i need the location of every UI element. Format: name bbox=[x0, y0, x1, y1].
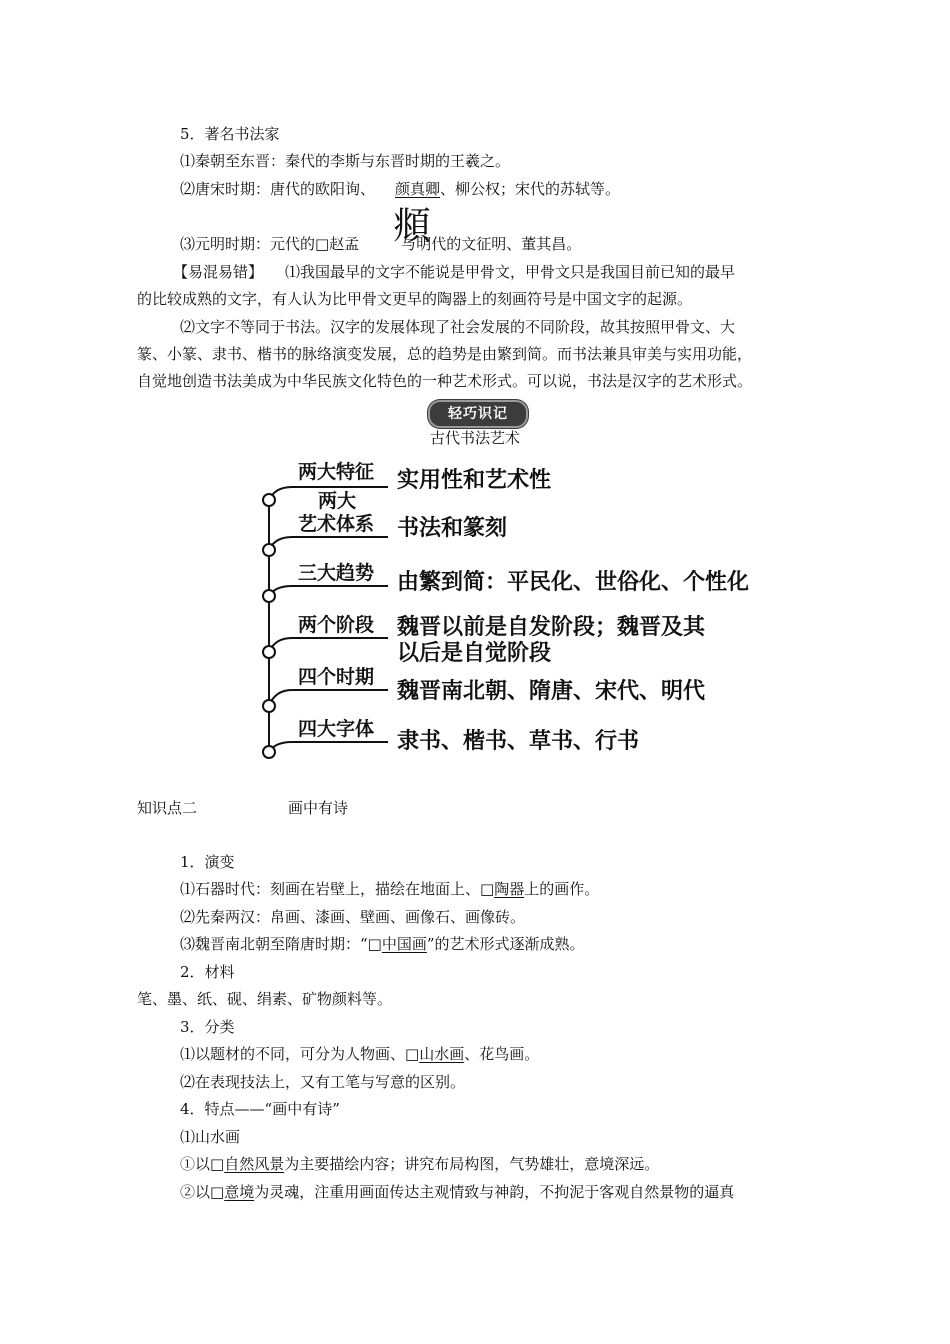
diagram-text-trends: 由繁到简：平民化、世俗化、个性化 bbox=[397, 570, 750, 595]
text-span: 、花鸟画。 bbox=[464, 1045, 540, 1063]
paragraph-tang-song bbox=[180, 179, 620, 199]
answer-pottery: 陶器 bbox=[494, 880, 525, 898]
subheading-landscape: ⑴山水画 bbox=[180, 1128, 241, 1146]
diagram-label-features: 两大特征 bbox=[298, 461, 375, 483]
evolution-stone-age bbox=[180, 879, 599, 899]
memory-badge: 轻巧识记 bbox=[428, 400, 528, 428]
diagram-title: 古代书法艺术 bbox=[429, 429, 520, 447]
confusion-note-line4: 篆、小篆、隶书、楷书的脉络演变发展，总的趋势是由繁到简。而书法兼具审美与实用功能， bbox=[137, 345, 753, 363]
text-span: 上的画作。 bbox=[524, 880, 600, 898]
text-span: ⑶元明时期：元代的□赵孟 bbox=[180, 235, 360, 253]
classification-technique: ⑵在表现技法上，又有工笔与写意的区别。 bbox=[180, 1073, 466, 1091]
text-span: ①以□ bbox=[180, 1155, 225, 1173]
heading-evolution: 1．演变 bbox=[180, 853, 235, 871]
text-span: ⑵唐宋时期：唐代的欧阳询、 bbox=[180, 180, 376, 198]
confusion-note-line5: 自觉地创造书法美成为中华民族文化特色的一种艺术形式。可以说，书法是汉字的艺术形式。 bbox=[137, 372, 753, 390]
paragraph-qin-to-jin: ⑴秦朝至东晋：秦代的李斯与东晋时期的王羲之。 bbox=[180, 152, 511, 170]
diagram-text-scripts: 隶书、楷书、草书、行书 bbox=[397, 729, 640, 754]
answer-natural-scenery: 自然风景 bbox=[224, 1155, 285, 1173]
heading-famous-calligraphers: 5．著名书法家 bbox=[180, 125, 280, 143]
diagram-label-trends: 三大趋势 bbox=[298, 562, 375, 584]
diagram-text-systems: 书法和篆刻 bbox=[397, 516, 508, 541]
node-dot bbox=[263, 494, 275, 506]
text-span: 、柳公权；宋代的苏轼等。 bbox=[440, 180, 621, 198]
diagram-text-periods: 魏晋南北朝、隋唐、宋代、明代 bbox=[397, 679, 706, 704]
large-character-fu: 頫 bbox=[393, 204, 432, 248]
evolution-qin-han: ⑵先秦两汉：帛画、漆画、壁画、画像石、画像砖。 bbox=[180, 908, 526, 926]
diagram-text-stages-2: 以后是自觉阶段 bbox=[397, 641, 552, 666]
confusion-note-line1 bbox=[173, 262, 735, 282]
answer-landscape: 山水画 bbox=[419, 1045, 465, 1063]
confusion-tag: 【易混易错】 bbox=[173, 263, 264, 281]
heading-features: 4．特点——“画中有诗” bbox=[180, 1100, 340, 1118]
heading-classification: 3．分类 bbox=[180, 1018, 235, 1036]
node-dot bbox=[263, 590, 275, 602]
text-span: ⑴石器时代：刻画在岩壁上，描绘在地面上、□ bbox=[180, 880, 495, 898]
text-span: ⑶魏晋南北朝至隋唐时期：“□ bbox=[180, 935, 382, 953]
knowledge-point-label: 知识点二 bbox=[137, 799, 198, 817]
answer-yan-zhenqing: 颜真卿 bbox=[395, 180, 441, 198]
classification-subject bbox=[180, 1044, 539, 1064]
answer-artistic-conception: 意境 bbox=[224, 1183, 255, 1201]
confusion-note-line2: 的比较成熟的文字，有人认为比甲骨文更早的陶器上的刻画符号是中国文字的起源。 bbox=[137, 290, 693, 308]
diagram-text-stages-1: 魏晋以前是自发阶段；魏晋及其 bbox=[397, 615, 706, 640]
heading-materials: 2．材料 bbox=[180, 963, 235, 981]
paragraph-yuan-ming bbox=[180, 234, 581, 254]
diagram-text-features: 实用性和艺术性 bbox=[397, 468, 552, 493]
text-span: ②以□ bbox=[180, 1183, 225, 1201]
diagram-label-scripts: 四大字体 bbox=[298, 718, 375, 740]
knowledge-point-title: 画中有诗 bbox=[288, 799, 349, 817]
node-dot bbox=[263, 544, 275, 556]
node-dot bbox=[263, 646, 275, 658]
text-span: ⑴以题材的不同，可分为人物画、□ bbox=[180, 1045, 420, 1063]
text-span: ”的艺术形式逐渐成熟。 bbox=[426, 935, 585, 953]
diagram-label-stages: 两个阶段 bbox=[298, 614, 375, 636]
text-span: 为主要描绘内容；讲究布局构图，气势雄壮，意境深远。 bbox=[284, 1155, 660, 1173]
diagram-label-systems-2: 艺术体系 bbox=[298, 513, 375, 535]
node-dot bbox=[263, 746, 275, 758]
evolution-wei-jin-sui-tang bbox=[180, 934, 585, 954]
materials-list: 笔、墨、纸、砚、绢素、矿物颜料等。 bbox=[137, 990, 393, 1008]
confusion-note-line3: ⑵文字不等同于书法。汉字的发展体现了社会发展的不同阶段，故其按照甲骨文、大 bbox=[180, 318, 736, 336]
text-span: 为灵魂，注重用画面传达主观情致与神韵，不拘泥于客观自然景物的逼真 bbox=[254, 1183, 735, 1201]
node-dot bbox=[263, 700, 275, 712]
text-span: 与明代的文征明、董其昌。 bbox=[401, 235, 582, 253]
answer-chinese-painting: 中国画 bbox=[381, 935, 427, 953]
landscape-point-1 bbox=[180, 1154, 659, 1174]
diagram-label-systems-1: 两大 bbox=[318, 490, 357, 512]
landscape-point-2 bbox=[180, 1182, 734, 1202]
text-span: ⑴我国最早的文字不能说是甲骨文，甲骨文只是我国目前已知的最早 bbox=[285, 263, 736, 281]
diagram-label-periods: 四个时期 bbox=[298, 666, 375, 688]
